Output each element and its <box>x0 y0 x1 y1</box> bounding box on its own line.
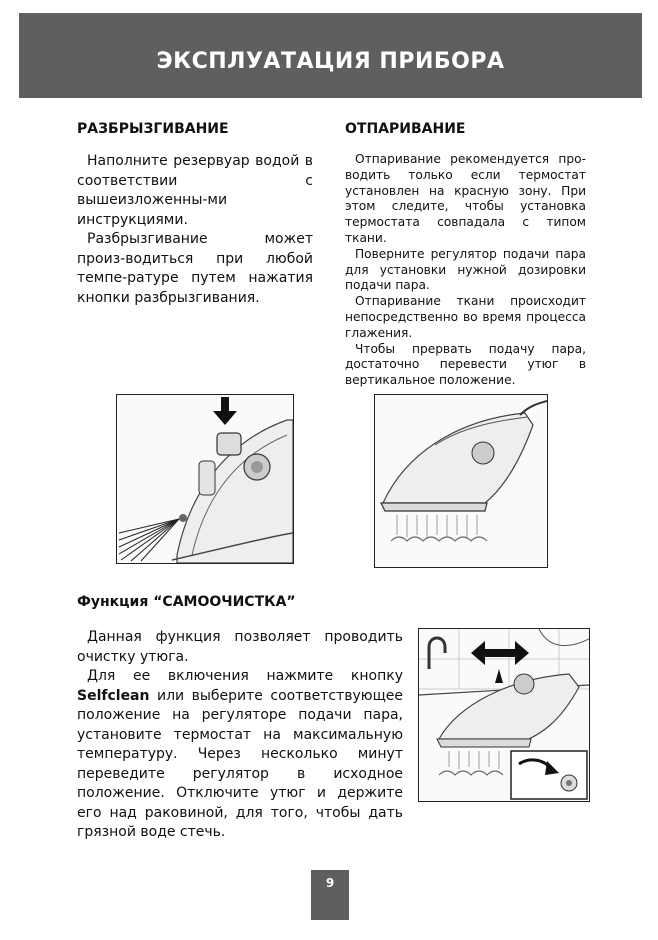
steam-heading: ОТПАРИВАНИЕ <box>345 121 466 137</box>
selfclean-paragraph-2: Для ее включения нажмите кнопку Selfclean или выберите соответствующее положение на регуляторе подачи пара, установите термостат на максимальную температуру. Через несколько минут переведите регулятор в исходное положение. Отключите утюг и держите его над раковиной, для того, чтобы дать грязной воде стечь. <box>77 668 403 840</box>
iron-spray-drawing <box>117 395 293 563</box>
steam-vapor-icon <box>397 515 477 537</box>
steam-illustration <box>374 394 548 568</box>
spray-paragraph-2: Разбрызгивание может произ-водиться при любой темпе-ратуре путем нажатия кнопки разбрызгивания. <box>77 231 313 306</box>
steam-paragraph-1: Отпаривание рекомендуется про-водить только если термостат установлен на красную зону. При этом следите, чтобы установка термостата совпадала с типом ткани. <box>345 152 586 245</box>
selfclean-paragraph-1: Данная функция позволяет проводить очистку утюга. <box>77 629 403 665</box>
spray-heading: РАЗБРЫЗГИВАНИЕ <box>77 121 229 137</box>
iron-selfclean-drawing <box>419 629 589 801</box>
page-number: 9 <box>311 870 349 920</box>
spray-mist-icon <box>119 519 179 561</box>
steam-text <box>345 152 586 389</box>
spray-illustration <box>116 394 294 564</box>
selfclean-button-label: Selfclean <box>77 687 150 704</box>
selfclean-text <box>77 628 403 843</box>
left-right-arrow-icon <box>471 641 529 665</box>
iron-steam-drawing <box>375 395 547 567</box>
spray-text <box>77 152 313 308</box>
steam-paragraph-4: Чтобы прервать подачу пара, достаточно перевести утюг в вертикальное положение. <box>345 341 586 388</box>
detail-inset <box>511 751 587 799</box>
selfclean-illustration <box>418 628 590 802</box>
page-header <box>19 13 642 98</box>
spray-paragraph-1: Наполните резервуар водой в соответствии с вышеизложенны-ми инструкциями. <box>77 153 313 228</box>
selfclean-heading: Функция “САМООЧИСТКА” <box>77 594 296 610</box>
page-title: ЭКСПЛУАТАЦИЯ ПРИБОРА <box>156 49 505 74</box>
steam-paragraph-2: Поверните регулятор подачи пара для установки нужной дозировки подачи пара. <box>345 246 586 293</box>
down-arrow-icon <box>213 397 237 425</box>
steam-paragraph-3: Отпаривание ткани происходит непосредственно во время процесса глажения. <box>345 294 586 340</box>
